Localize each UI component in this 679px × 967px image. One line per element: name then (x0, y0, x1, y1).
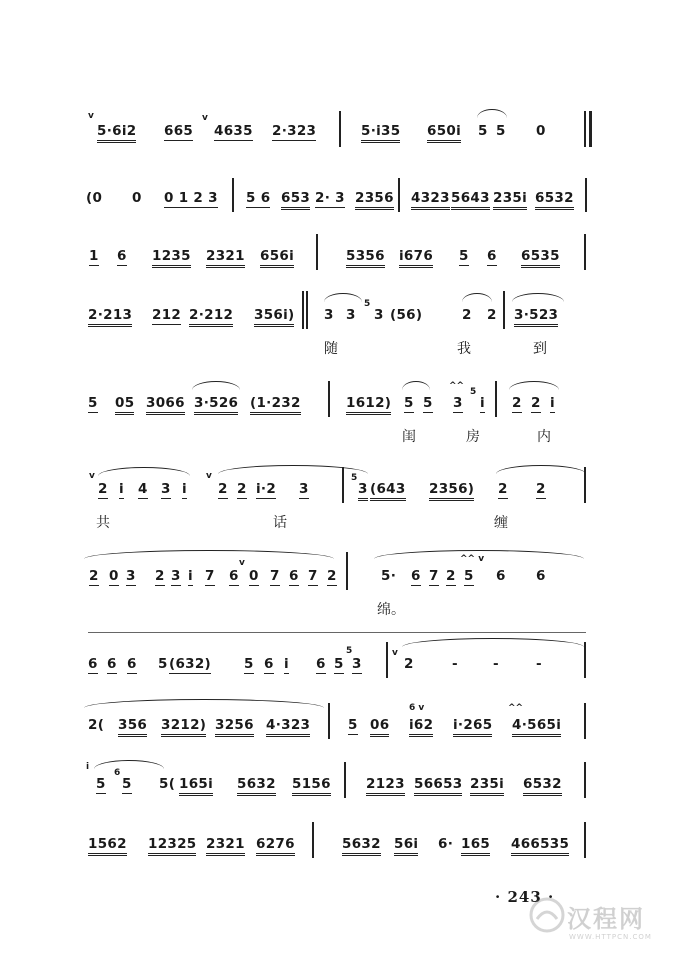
note: 6 (117, 248, 127, 264)
bar-line (328, 381, 330, 417)
note-group: 12325 (148, 836, 196, 856)
note: 3 (346, 307, 356, 323)
note-group: 466535 (511, 836, 569, 856)
note-group: 2321 (206, 248, 245, 268)
lyric: 内 (537, 429, 551, 445)
note: 6 (496, 568, 506, 584)
score-row: i 5 6 5 5( 165i 5632 5156 2123 56653 235i 6532 (84, 776, 594, 806)
note: 6 (107, 656, 117, 672)
page-number: · 243 · (495, 888, 555, 906)
note: 3 (126, 568, 136, 584)
note: i (550, 395, 555, 411)
note-group: 5( (159, 776, 176, 792)
note-group: 6535 (521, 248, 560, 268)
bar-line (302, 291, 304, 329)
bar-line (584, 111, 586, 147)
note: - (452, 656, 458, 672)
note-group: 235i (470, 776, 504, 796)
note-group: 5632 (237, 776, 276, 796)
bar-line (306, 291, 308, 329)
note-group: 1612) (346, 395, 391, 415)
score-row: v 5·6i2 665 v 4635 2·323 5·i35 650i 5 5 0 (84, 123, 594, 153)
note: i (480, 395, 485, 411)
note: 0 (109, 568, 119, 584)
note-group: 56i (394, 836, 418, 856)
bar-line (584, 642, 586, 678)
watermark-text: 汉程网 (567, 904, 645, 933)
note-group: 06 (370, 717, 389, 737)
note-group: 2321 (206, 836, 245, 856)
note-group: 5·i35 (361, 123, 400, 143)
note: 5 (404, 395, 414, 411)
score-row: 2·213 212 2·212 356i) 3 3 5 3 (56) 2 2 3·523 随 我 到 (84, 307, 594, 357)
note: i (182, 481, 187, 497)
note: 5 (464, 568, 474, 584)
note: 3 (352, 656, 362, 672)
note: 3 (299, 481, 309, 497)
bar-line (342, 467, 344, 503)
bar-line (584, 467, 586, 503)
note: 5 (348, 717, 358, 733)
note-group: 3066 (146, 395, 185, 415)
note-group: 2· 3 (315, 190, 345, 206)
note: 2 (89, 568, 99, 584)
note: 7 (205, 568, 215, 584)
note: (0 (86, 190, 103, 206)
note: 3 (171, 568, 181, 584)
note-group: i·265 (453, 717, 492, 737)
note: 2 (536, 481, 546, 497)
note: - (493, 656, 499, 672)
lyric: 共 (96, 515, 110, 531)
note-group: 165i (179, 776, 213, 796)
note-group: 356 (118, 717, 147, 737)
note: 0 (536, 123, 546, 139)
lyric: 我 (457, 341, 471, 357)
note-group: 212 (152, 307, 182, 323)
note: 6 (536, 568, 546, 584)
note: 2 (237, 481, 247, 497)
note: 6 (316, 656, 326, 672)
watermark-url: WWW.HTTPCN.COM (569, 933, 652, 941)
note: 5 (496, 123, 506, 139)
score-row (84, 836, 594, 866)
bar-line (316, 234, 318, 270)
note: 2 (155, 568, 165, 584)
bar-line (585, 178, 587, 212)
note: 2 (218, 481, 228, 497)
bar-line (495, 381, 497, 417)
note-group: 2·323 (272, 123, 317, 139)
bar-line (328, 703, 330, 739)
note-group: 0 1 2 3 (164, 190, 218, 206)
note-group: 2( (88, 717, 105, 733)
note: 5 (334, 656, 344, 672)
note-group: 2123 (366, 776, 405, 796)
bar-line (339, 111, 341, 147)
note-group: 2·212 (189, 307, 233, 327)
note-group: 356i) (254, 307, 294, 327)
note-group: 4323 (411, 190, 450, 210)
note: 6 (127, 656, 137, 672)
end-bar (589, 111, 592, 147)
note: i (188, 568, 193, 584)
note-group: 2·213 (88, 307, 132, 327)
note: 3 (453, 395, 463, 411)
lyric: 绵。 (377, 602, 405, 618)
bar-line (232, 178, 234, 212)
note: 2 (487, 307, 497, 323)
score-row: 6 6 6 5 (632) 5 6 i 6 5 5 3 v 2 - - - (84, 656, 594, 686)
bar-line (584, 822, 586, 858)
bar-line (584, 234, 586, 270)
note-group: 6532 (535, 190, 574, 210)
note: 7 (308, 568, 318, 584)
note-group: 5632 (342, 836, 381, 856)
note-group: 3·526 (194, 395, 238, 415)
note-group: 165 (461, 836, 490, 856)
separator-line (88, 632, 586, 633)
lyric: 到 (533, 341, 547, 357)
note: 7 (429, 568, 439, 584)
note: i (119, 481, 124, 497)
note-group: 235i (493, 190, 527, 210)
note: 6 (229, 568, 239, 584)
note: - (536, 656, 542, 672)
note: 5 (122, 776, 132, 792)
lyric: 缠 (494, 515, 508, 531)
score-row: 5 05 3066 3·526 (1·232 1612) 5 5 ^^ 3 5 i 2 2 i 闺 房 内 (84, 395, 594, 445)
note-group: (56) (390, 307, 423, 323)
note-group: 665 (164, 123, 194, 139)
note: 4 (138, 481, 148, 497)
note: 6 (264, 656, 274, 672)
note-group: (643 (370, 481, 406, 501)
note: 0 (132, 190, 142, 206)
note: 2 (446, 568, 456, 584)
note-group: 2356 (355, 190, 394, 210)
note: 2 (98, 481, 108, 497)
note-group: 5156 (292, 776, 331, 796)
lyric: 房 (466, 429, 480, 445)
note-group: 656i (260, 248, 294, 268)
note-group: 4635 (214, 123, 253, 139)
note-group: i62 (409, 717, 433, 737)
note-group: 3·523 (514, 307, 558, 327)
note-group: i·2 (256, 481, 277, 497)
score-row: 2( 356 3212) 3256 4·323 5 06 6 v i62 i·265 ^^ 4·565i (84, 717, 594, 747)
note: 2 (512, 395, 522, 411)
bar-line (344, 762, 346, 798)
note: 6 (487, 248, 497, 264)
note: 5 (459, 248, 469, 264)
lyric: 随 (324, 341, 338, 357)
note: 5 (423, 395, 433, 411)
note-group: (632) (169, 656, 212, 672)
note: 2 (531, 395, 541, 411)
note: 5· (381, 568, 397, 584)
note: 6· (438, 836, 454, 852)
bar-line (398, 178, 400, 212)
bar-line (503, 291, 505, 329)
bar-line (386, 642, 388, 678)
bar-line (584, 703, 586, 739)
score-row: v 2 i 4 3 i v 2 2 i·2 3 5 3 (643 2356) 2 2 共 话 缠 (84, 481, 594, 531)
note: 6 (88, 656, 98, 672)
note-group: 05 (115, 395, 134, 415)
note: 3 (358, 481, 368, 501)
note-group: (1·232 (250, 395, 301, 415)
note: 2 (404, 656, 414, 672)
note: 3 (374, 307, 384, 323)
note: 1 (89, 248, 99, 264)
note-group: 4·323 (266, 717, 310, 737)
note-group: 5 6 (246, 190, 271, 206)
note-group: 3212) (161, 717, 206, 737)
note-group: 5643 (451, 190, 490, 210)
note-group: 5·6i2 (97, 123, 136, 143)
note: 5 (88, 395, 98, 411)
watermark-emblem-icon (527, 895, 567, 935)
note-group: 56653 (414, 776, 462, 796)
note: 3 (161, 481, 171, 497)
note: 6 (289, 568, 299, 584)
note: 6 (411, 568, 421, 584)
watermark-logo (527, 895, 667, 955)
note-group: 653 (281, 190, 310, 210)
note-group: 1235 (152, 248, 191, 268)
note: 2 (462, 307, 472, 323)
note-group: 3256 (215, 717, 254, 737)
bar-line (312, 822, 314, 858)
score-row (84, 190, 594, 220)
note-group: 6276 (256, 836, 295, 856)
note: i (284, 656, 289, 672)
lyric: 话 (273, 515, 287, 531)
note: 7 (270, 568, 280, 584)
note: 2 (498, 481, 508, 497)
score-row: 2 0 3 2 3 i 7 6 v 0 7 6 7 2 5· 6 7 2 ^^ v 5 6 6 绵。 (84, 568, 594, 618)
note-group: 6532 (523, 776, 562, 796)
note: 5 (478, 123, 488, 139)
note: 0 (249, 568, 259, 584)
score-row (84, 248, 594, 278)
note: 2 (327, 568, 337, 584)
note-group: 1562 (88, 836, 127, 856)
note-group: 4·565i (512, 717, 561, 737)
note: 5 (158, 656, 168, 672)
note: 5 (96, 776, 106, 792)
note-group: 5356 (346, 248, 385, 268)
bar-line (584, 762, 586, 798)
note: 3 (324, 307, 334, 323)
note-group: 2356) (429, 481, 474, 501)
lyric: 闺 (402, 429, 416, 445)
note-group: i676 (399, 248, 433, 268)
note-group: 650i (427, 123, 461, 143)
bar-line (346, 552, 348, 590)
note: 5 (244, 656, 254, 672)
